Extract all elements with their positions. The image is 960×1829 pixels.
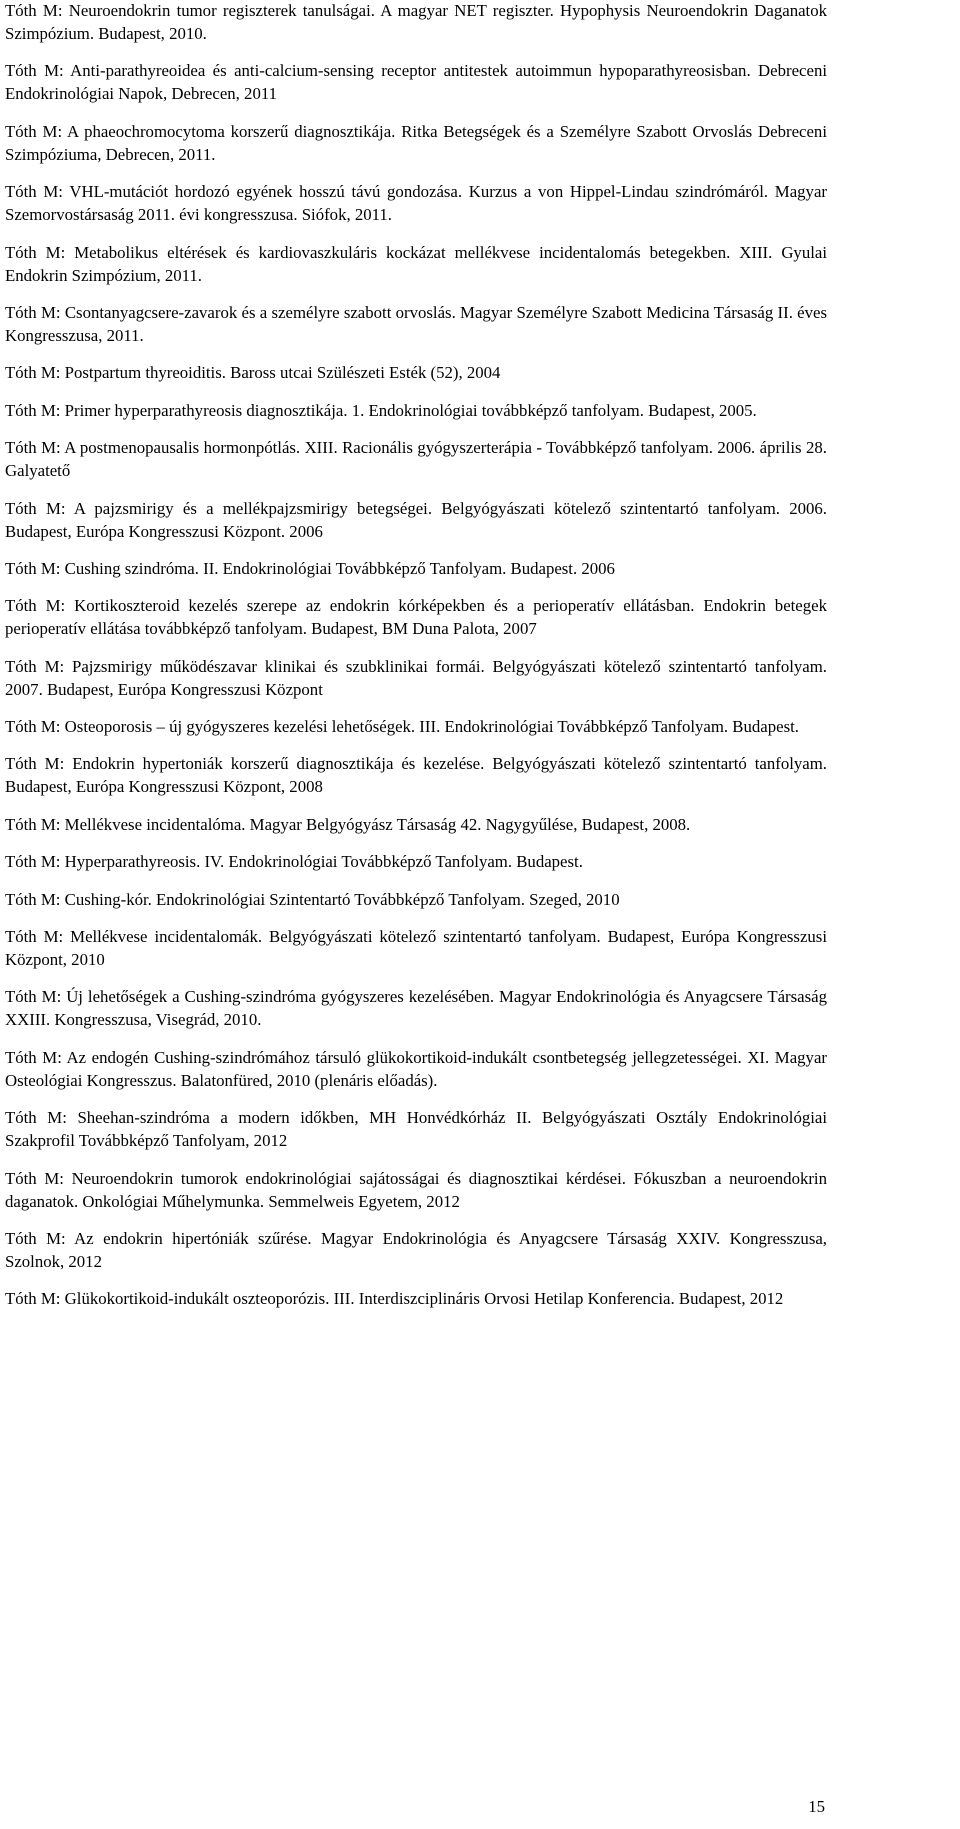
- publication-entry: Tóth M: Új lehetőségek a Cushing-szindróma gyógyszeres kezelésében. Magyar Endokrinológia és Anyagcsere Társaság XXIII. Kongresszusa, Visegrád, 2010.: [5, 987, 827, 1030]
- publication-entry: Tóth M: Primer hyperparathyreosis diagnosztikája. 1. Endokrinológiai továbbképző tanfolyam. Budapest, 2005.: [5, 400, 757, 420]
- publication-entry: Tóth M: Mellékvese incidentalóma. Magyar Belgyógyász Társaság 42. Nagygyűlése, Budapest, 2008.: [5, 814, 691, 834]
- publication-entry: Tóth M: VHL-mutációt hordozó egyének hosszú távú gondozása. Kurzus a von Hippel-Lindau szindrómáról. Magyar Szemorvostársaság 2011. évi kongresszusa. Siófok, 2011.: [5, 182, 827, 225]
- publication-entry: Tóth M: Sheehan-szindróma a modern időkben, MH Honvédkórház II. Belgyógyászati Osztály Endokrinológiai Szakprofil Továbbképző Tanfolyam, 2012: [5, 1108, 827, 1151]
- publication-entry: Tóth M: Metabolikus eltérések és kardiovaszkuláris kockázat mellékvese incidentalomás betegekben. XIII. Gyulai Endokrin Szimpózium, 2011.: [5, 242, 827, 285]
- publication-entry: Tóth M: Endokrin hypertoniák korszerű diagnosztikája és kezelése. Belgyógyászati kötelező szintentartó tanfolyam. Budapest, Európa Kongresszusi Központ, 2008: [5, 754, 827, 797]
- publication-entry: Tóth M: Mellékvese incidentalomák. Belgyógyászati kötelező szintentartó tanfolyam. Budapest, Európa Kongresszusi Központ, 2010: [5, 927, 827, 970]
- publication-entry: Tóth M: A pajzsmirigy és a mellékpajzsmirigy betegségei. Belgyógyászati kötelező szintentartó tanfolyam. 2006. Budapest, Európa Kongresszusi Központ. 2006: [5, 498, 827, 541]
- publication-entry: Tóth M: Cushing szindróma. II. Endokrinológiai Továbbképző Tanfolyam. Budapest. 2006: [5, 558, 615, 578]
- publication-entry: Tóth M: Cushing-kór. Endokrinológiai Szintentartó Továbbképző Tanfolyam. Szeged, 2010: [5, 889, 620, 909]
- publication-entry: Tóth M: A phaeochromocytoma korszerű diagnosztikája. Ritka Betegségek és a Személyre Szabott Orvoslás Debreceni Szimpóziuma, Debrecen, 2011.: [5, 121, 827, 164]
- publication-entry: Tóth M: Kortikoszteroid kezelés szerepe az endokrin kórképekben és a perioperatív ellátásban. Endokrin betegek perioperatív ellátása továbbképző tanfolyam. Budapest, BM Duna Palota, 2007: [5, 596, 827, 639]
- publication-entry: Tóth M: Hyperparathyreosis. IV. Endokrinológiai Továbbképző Tanfolyam. Budapest.: [5, 852, 583, 872]
- publication-entry: Tóth M: Az endokrin hipertóniák szűrése. Magyar Endokrinológia és Anyagcsere Társaság XXIV. Kongresszusa, Szolnok, 2012: [5, 1228, 827, 1271]
- publication-entry: Tóth M: A postmenopausalis hormonpótlás. XIII. Racionális gyógyszerterápia - Továbbképző tanfolyam. 2006. április 28. Galyatető: [5, 438, 827, 481]
- publication-entry: Tóth M: Anti-parathyreoidea és anti-calcium-sensing receptor antitestek autoimmun hypoparathyreosisban. Debreceni Endokrinológiai Napok, Debrecen, 2011: [5, 61, 827, 104]
- publication-entry: Tóth M: Neuroendokrin tumorok endokrinológiai sajátosságai és diagnosztikai kérdései. Fókuszban a neuroendokrin daganatok. Onkológiai Műhelymunka. Semmelweis Egyetem, 2012: [5, 1168, 827, 1211]
- publication-list: [5, 0, 827, 1325]
- publication-entry: Tóth M: Osteoporosis – új gyógyszeres kezelési lehetőségek. III. Endokrinológiai Továbbképző Tanfolyam. Budapest.: [5, 717, 799, 737]
- publication-entry: Tóth M: Glükokortikoid-indukált oszteoporózis. III. Interdiszciplináris Orvosi Hetilap Konferencia. Budapest, 2012: [5, 1289, 784, 1309]
- publication-entry: Tóth M: Csontanyagcsere-zavarok és a személyre szabott orvoslás. Magyar Személyre Szabott Medicina Társaság II. éves Kongresszusa, 2011.: [5, 302, 827, 345]
- publication-entry: Tóth M: Neuroendokrin tumor regiszterek tanulságai. A magyar NET regiszter. Hypophysis Neuroendokrin Daganatok Szimpózium. Budapest, 2010.: [5, 1, 827, 43]
- page-number: 15: [808, 1797, 825, 1816]
- publication-entry: Tóth M: Az endogén Cushing-szindrómához társuló glükokortikoid-indukált csontbetegség jellegzetességei. XI. Magyar Osteológiai Kongresszus. Balatonfüred, 2010 (plenáris előadás).: [5, 1047, 827, 1090]
- publication-entry: Tóth M: Postpartum thyreoiditis. Baross utcai Szülészeti Esték (52), 2004: [5, 363, 501, 383]
- publication-entry: Tóth M: Pajzsmirigy működészavar klinikai és szubklinikai formái. Belgyógyászati kötelező szintentartó tanfolyam. 2007. Budapest, Európa Kongresszusi Központ: [5, 656, 827, 699]
